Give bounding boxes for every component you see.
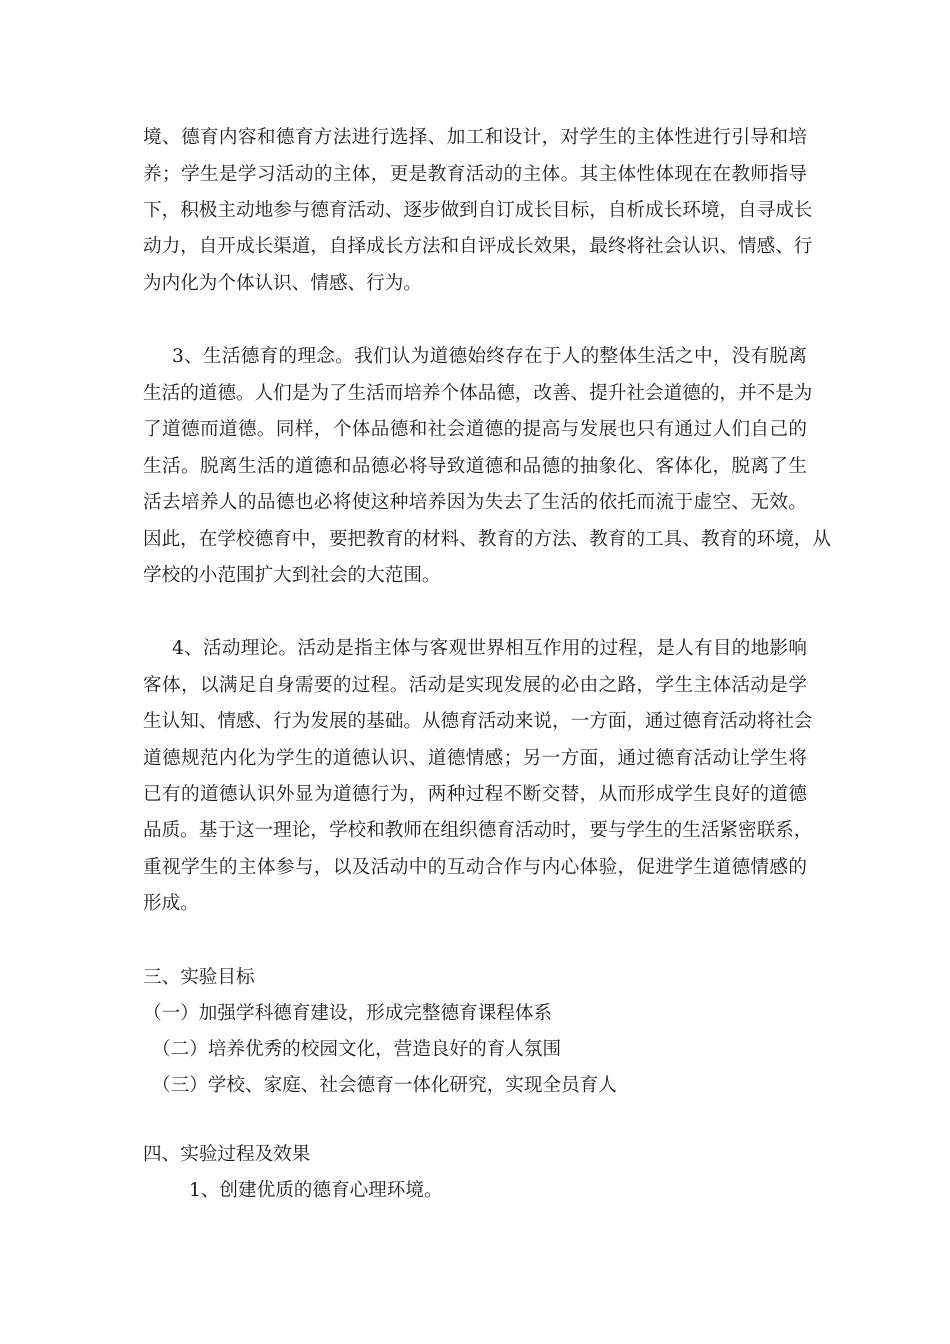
paragraph-line: 形成。	[143, 893, 199, 914]
paragraph-line: 因此，在学校德育中，要把教育的材料、教育的方法、教育的工具、教育的环境，从	[143, 529, 831, 550]
paragraph-line: 了道德而道德。同样，个体品德和社会道德的提高与发展也只有通过人们自己的	[143, 419, 807, 440]
paragraph-line: 生活的道德。人们是为了生活而培养个体品德，改善、提升社会道德的，并不是为	[143, 383, 813, 404]
list-item: （三）学校、家庭、社会德育一体化研究，实现全员育人	[152, 1075, 617, 1096]
paragraph-line: 为内化为个体认识、情感、行为。	[143, 273, 422, 294]
paragraph-line: 境、德育内容和德育方法进行选择、加工和设计，对学生的主体性进行引导和培	[143, 127, 807, 148]
paragraph-line: 品质。基于这一理论，学校和教师在组织德育活动时，要与学生的生活紧密联系，	[143, 820, 813, 841]
section-heading: 四、实验过程及效果	[143, 1144, 311, 1165]
paragraph-line: 养；学生是学习活动的主体，更是教育活动的主体。其主体性体现在在教师指导	[143, 164, 807, 185]
paragraph-line: 学校的小范围扩大到社会的大范围。	[143, 565, 441, 586]
paragraph-line: 生活。脱离生活的道德和品德必将导致道德和品德的抽象化、客体化，脱离了生	[143, 456, 807, 477]
list-item: （二）培养优秀的校园文化，营造良好的育人氛围	[152, 1039, 562, 1060]
paragraph-line: 下，积极主动地参与德育活动、逐步做到自订成长目标，自析成长环境，自寻成长	[143, 200, 813, 221]
paragraph-line: 活去培养人的品德也必将使这种培养因为失去了生活的依托而流于虚空、无效。	[143, 492, 807, 513]
section-heading: 三、实验目标	[143, 967, 255, 988]
paragraph-line: 重视学生的主体参与，以及活动中的互动合作与内心体验，促进学生道德情感的	[143, 857, 807, 878]
paragraph-line: 生认知、情感、行为发展的基础。从德育活动来说，一方面，通过德育活动将社会	[143, 711, 813, 732]
paragraph-line: 道德规范内化为学生的道德认识、道德情感；另一方面，通过德育活动让学生将	[143, 748, 807, 769]
paragraph-line: 已有的道德认识外显为道德行为，两种过程不断交替，从而形成学生良好的道德	[143, 784, 807, 805]
list-item: （一）加强学科德育建设，形成完整德育课程体系	[143, 1003, 553, 1024]
paragraph-line: 4、活动理论。活动是指主体与客观世界相互作用的过程，是人有目的地影响	[172, 638, 807, 659]
paragraph-line: 客体，以满足自身需要的过程。活动是实现发展的必由之路，学生主体活动是学	[143, 675, 807, 696]
list-item: 1、创建优质的德育心理环境。	[189, 1180, 443, 1201]
paragraph-line: 3、生活德育的理念。我们认为道德始终存在于人的整体生活之中，没有脱离	[172, 346, 807, 367]
paragraph-line: 动力，自开成长渠道，自择成长方法和自评成长效果，最终将社会认识、情感、行	[143, 236, 813, 257]
